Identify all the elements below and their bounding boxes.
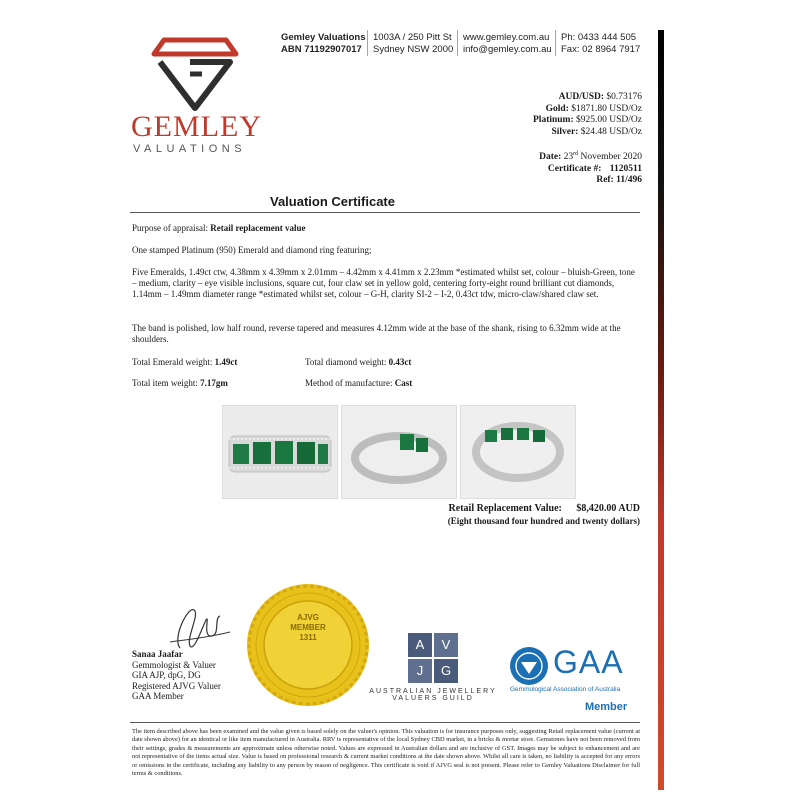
page-title: Valuation Certificate xyxy=(270,194,395,209)
ajvg-seal xyxy=(246,583,370,707)
header-phone-block xyxy=(561,32,640,56)
ajvg-logo-icon: A V J G xyxy=(408,633,458,683)
disclaimer-rule xyxy=(130,722,640,723)
valuer-gaa: GAA Member xyxy=(132,691,184,701)
certificate-meta: Date: 23rd November 2020 Certificate #: 1120511 Ref: 11/496 xyxy=(539,151,642,186)
email-link[interactable]: info@gemley.com.au xyxy=(463,44,552,55)
title-rule xyxy=(130,212,640,213)
valuer-details xyxy=(132,649,221,702)
website-link[interactable]: www.gemley.com.au xyxy=(463,32,550,43)
header-web-block xyxy=(463,32,552,56)
retail-value-amount: $8,420.00 AUD xyxy=(576,503,640,514)
gold-value: $1871.80 USD/Oz xyxy=(571,103,642,114)
valuer-qualifications: GIA AJP, dpG, DG xyxy=(132,670,201,680)
description-band: The band is polished, low half round, reverse tapered and measures 4.12mm wide at the base of the shank, rising to 6.32mm wide at the shoulders. xyxy=(132,323,621,344)
retail-value-label: Retail Replacement Value: xyxy=(448,503,562,514)
header-company-block xyxy=(281,32,365,56)
manufacture-method: Method of manufacture: Cast xyxy=(305,378,413,388)
ring-photo-top xyxy=(460,405,576,499)
description-intro: One stamped Platinum (950) Emerald and diamond ring featuring; xyxy=(132,245,372,255)
header-divider xyxy=(555,30,556,56)
metal-rates: AUD/USD: $0.73176 Gold: $1871.80 USD/Oz Platinum: $925.00 USD/Oz Silver: $24.48 USD/Oz xyxy=(533,92,642,137)
purpose-line: Purpose of appraisal: Retail replacement value xyxy=(132,223,306,233)
abn: ABN 71192907017 xyxy=(281,44,362,55)
disclaimer-text: The item described above has been examined and the value given is based solely on the valuer's opinion. This valuation is for insurance purposes only, suggesting Retail replacement value (current at date shown above) for an identical or like item manufactured in Australia. RRV is representative of the local Sydney CBD market, in a bricks & mortar store. Gemstones have not been removed from their settings, grades & measurements are approximate unless otherwise noted. Values are expressed in Australian dollars and are inclusive of GST. Images may be subject to enhancement and are not representative of the items actual size. Value is based on professional research & current market conditions at the date shown above. Whilst all care is taken, no liability is accepted for any errors or omissions in the certificate, including any liability to any person by reason of negligence. This certificate is void if AJVG seal is not present. Please refer to Gemley Valuations Disclaimer for full terms & conditions. xyxy=(132,728,640,778)
emerald-weight: Total Emerald weight: 1.49ct xyxy=(132,357,238,367)
address-line1: 1003A / 250 Pitt St xyxy=(373,32,452,43)
retail-value-words: (Eight thousand four hundred and twenty dollars) xyxy=(447,516,640,526)
certificate-number: 1120511 xyxy=(609,163,642,174)
address-line2: Sydney NSW 2000 xyxy=(373,44,454,55)
ajvg-logo-text: AUSTRALIAN JEWELLERY VALUERS GUILD xyxy=(369,688,497,702)
brand-name: GEMLEY xyxy=(131,110,262,143)
valuer-title: Gemmologist & Valuer xyxy=(132,659,216,670)
brand-subtitle: VALUATIONS xyxy=(133,143,247,155)
header-divider xyxy=(367,30,368,56)
gemley-logo-icon xyxy=(150,36,240,114)
header-address-block xyxy=(373,32,453,56)
header-divider xyxy=(457,30,458,56)
ring-photo-front xyxy=(222,405,338,499)
item-weight: Total item weight: 7.17gm xyxy=(132,378,228,388)
audusd-value: $0.73176 xyxy=(606,92,642,102)
valuer-name: Sanaa Jaafar xyxy=(132,649,183,659)
date-value: 23rd November 2020 xyxy=(563,151,642,163)
reference-number: 11/496 xyxy=(616,175,642,186)
gaa-subtitle: Gemmological Association of Australia xyxy=(510,686,621,693)
valuer-ajvg: Registered AJVG Valuer xyxy=(132,680,221,691)
diamond-weight: Total diamond weight: 0.43ct xyxy=(305,357,412,367)
platinum-value: $925.00 USD/Oz xyxy=(576,115,642,125)
seal-text: AJVG MEMBER 1311 xyxy=(290,613,326,642)
phone: Ph: 0433 444 505 xyxy=(561,32,637,43)
gaa-logo-text: GAA xyxy=(553,644,624,680)
purpose-value: Retail replacement value xyxy=(210,223,306,233)
retail-value-row xyxy=(449,503,640,514)
gaa-member-label: Member xyxy=(585,701,628,713)
fax: Fax: 02 8964 7917 xyxy=(561,44,641,55)
silver-value: $24.48 USD/Oz xyxy=(580,126,642,137)
gaa-globe-icon xyxy=(509,646,549,686)
ring-photo-side xyxy=(341,405,457,499)
company-name: Gemley Valuations xyxy=(281,32,366,43)
accent-bar xyxy=(658,30,664,790)
description-stones: Five Emeralds, 1.49ct ctw, 4.38mm x 4.39mm x 2.01mm – 4.42mm x 4.41mm x 2.23mm *estimated whilst set, colour – bluish-Green, tone – medium, clarity – eye visible inclusions, square cut, four claw set in yellow gold, centering forty-eight round brilliant cut diamonds, 1.14mm – 1.49mm diameter range *estimated whilst set, colour – G-H, clarity SI-2 – I-2, 0.43ct tdw, micro-claw/shared claw set. xyxy=(132,267,635,299)
